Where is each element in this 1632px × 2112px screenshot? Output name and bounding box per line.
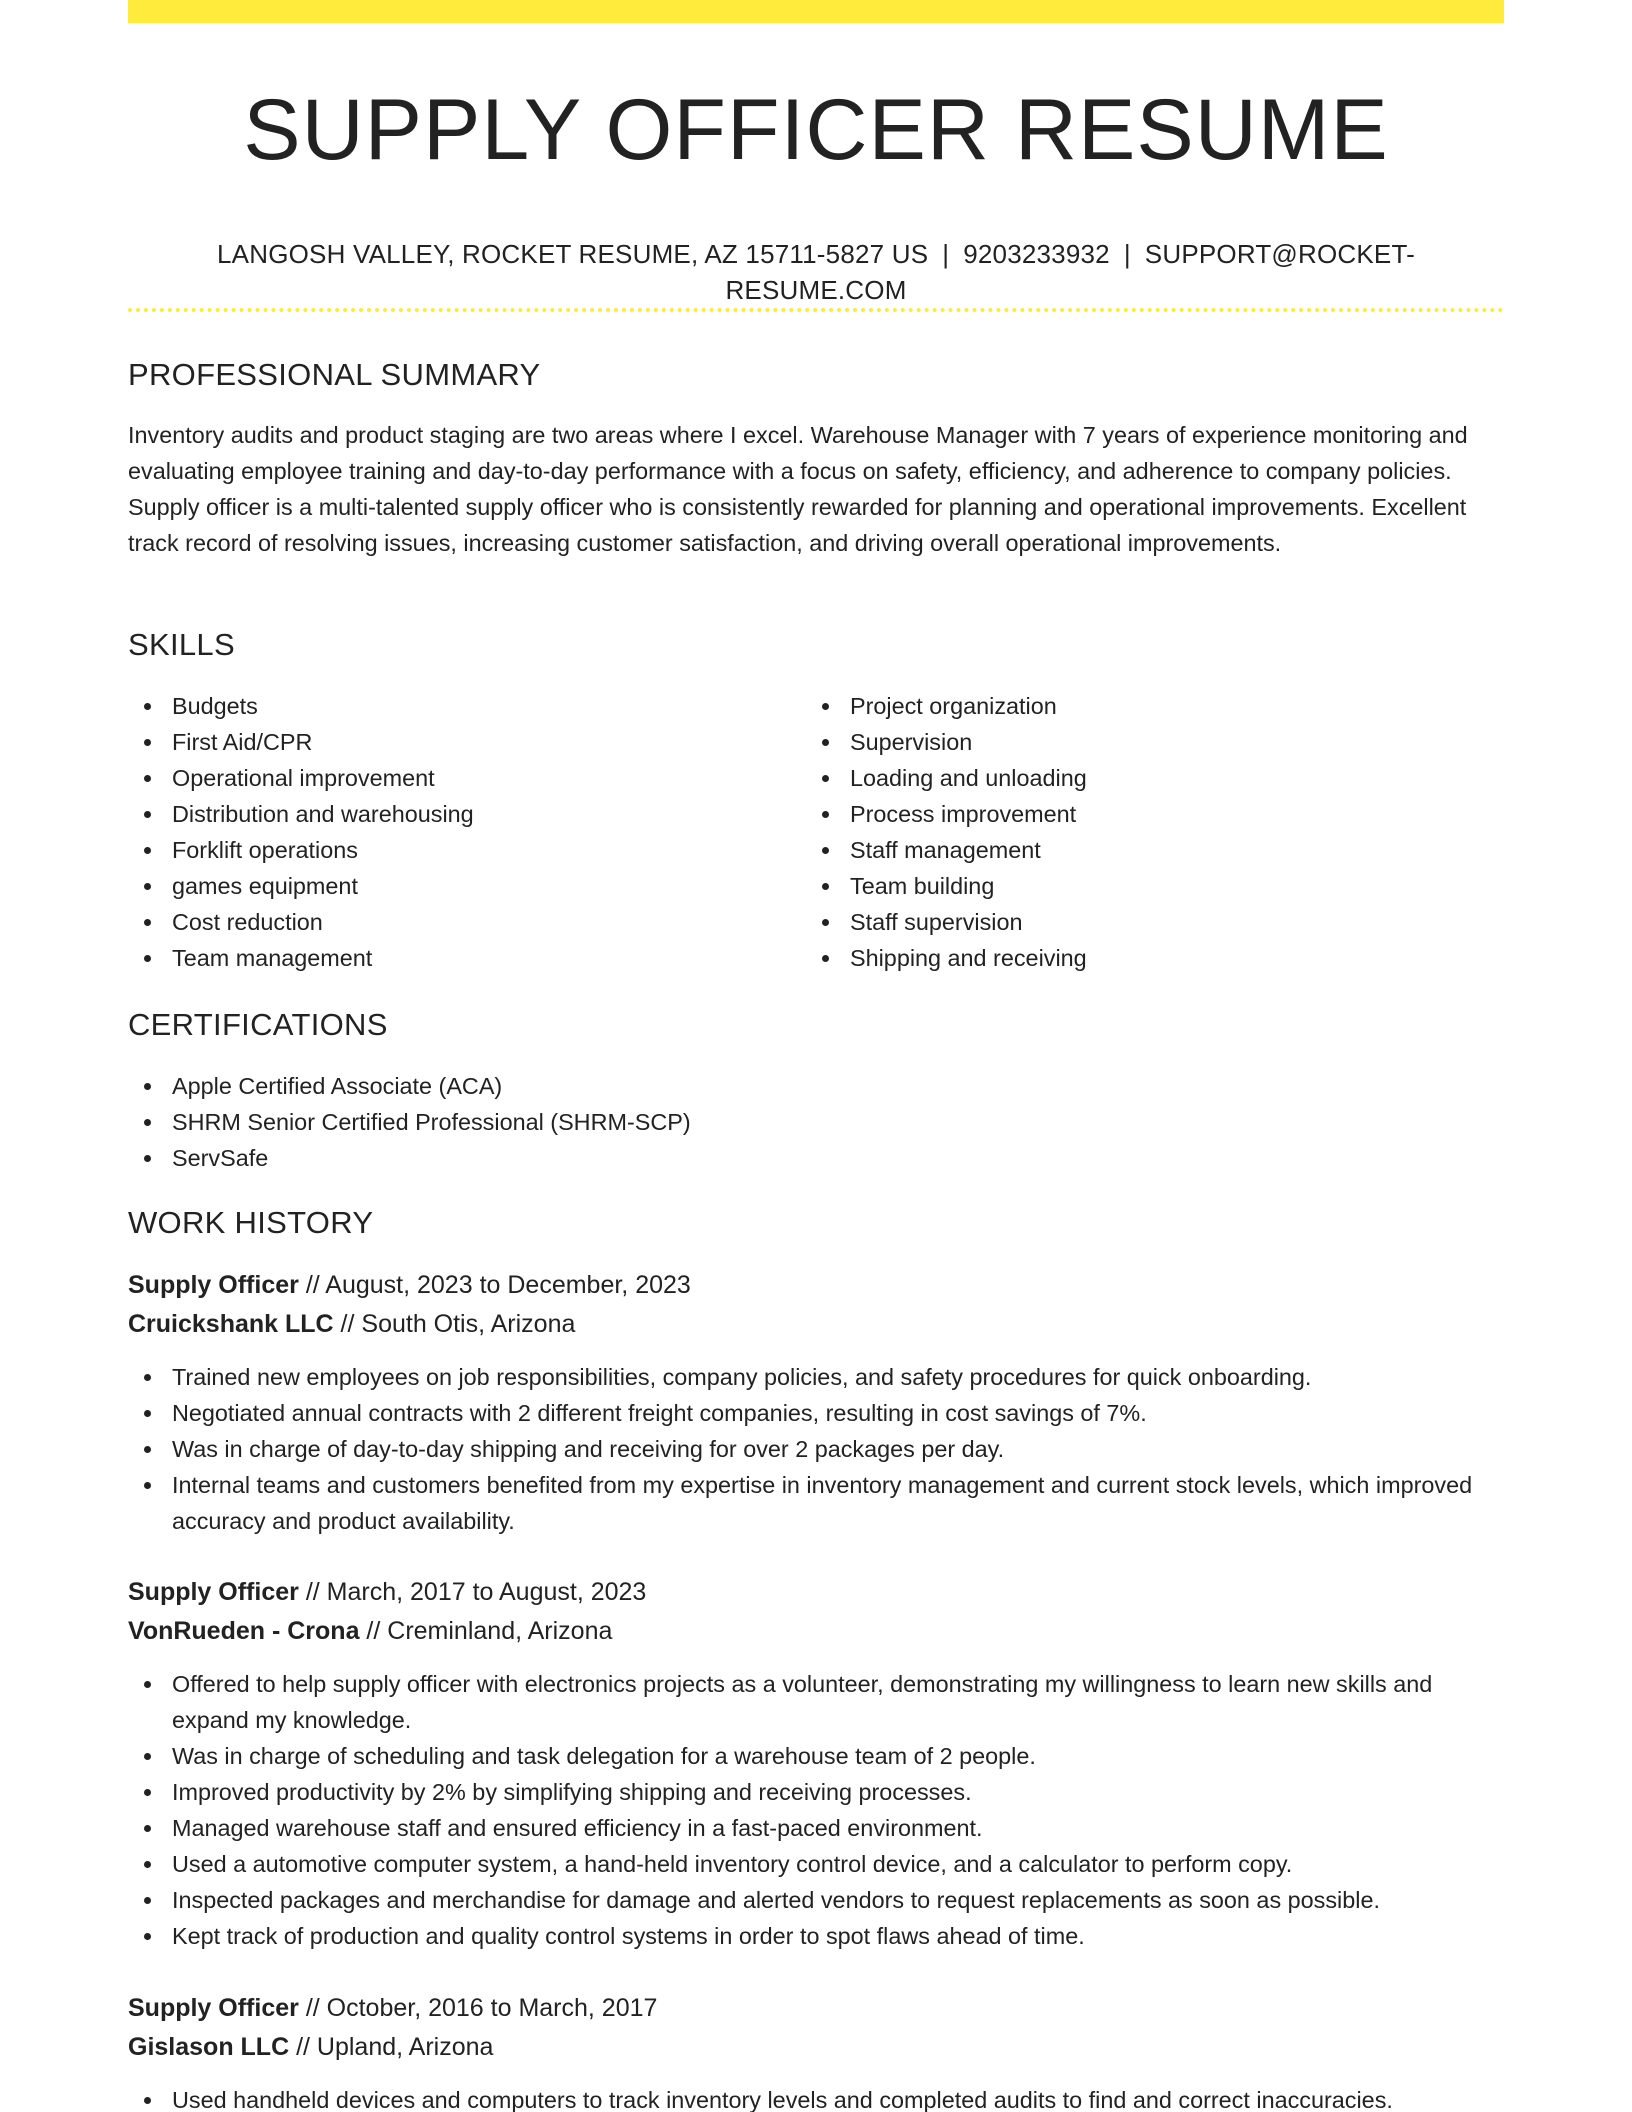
job-dates: // October, 2016 to March, 2017 [298,1994,658,2022]
contact-line [128,236,1504,308]
skill-item: Supervision [806,724,1496,760]
job-bullet: Inspected packages and merchandise for damage and alerted vendors to request replacements as soon as possible. [128,1882,1504,1918]
work-history-heading: WORK HISTORY [128,1205,374,1240]
certifications-list [128,1068,1504,1176]
job-dates: // August, 2023 to December, 2023 [298,1271,691,1299]
job-bullet: Improved productivity by 2% by simplifying shipping and receiving processes. [128,1774,1504,1810]
job-bullets [128,2082,1504,2112]
skill-item: Operational improvement [128,760,798,796]
contact-address: LANGOSH VALLEY, ROCKET RESUME, AZ 15711-5827 US [217,239,929,269]
certifications-heading: CERTIFICATIONS [128,1007,388,1042]
job-bullet: Trained new employees on job responsibilities, company policies, and safety procedures for quick onboarding. [128,1359,1504,1395]
skill-item: Process improvement [806,796,1496,832]
job-title-line [128,1990,657,2026]
skill-item: Cost reduction [128,904,798,940]
skill-item: Project organization [806,688,1496,724]
job-bullet: Kept track of production and quality control systems in order to spot flaws ahead of time. [128,1918,1504,1954]
job-company-line [128,1613,612,1649]
job-company: Gislason LLC [128,2033,290,2061]
job-company: Cruickshank LLC [128,1310,334,1338]
skill-item: Shipping and receiving [806,940,1496,976]
contact-separator: | [1123,239,1131,269]
job-bullet: Was in charge of day-to-day shipping and receiving for over 2 packages per day. [128,1431,1504,1467]
job-role: Supply Officer [128,1271,299,1299]
job-bullet: Used handheld devices and computers to track inventory levels and completed audits to find and correct inaccuracies. [128,2082,1504,2112]
job-bullet: Was in charge of scheduling and task delegation for a warehouse team of 2 people. [128,1738,1504,1774]
skill-item: Team management [128,940,798,976]
skill-item: Budgets [128,688,798,724]
job-role: Supply Officer [128,1578,299,1606]
skill-item: Loading and unloading [806,760,1496,796]
job-company: VonRueden - Crona [128,1617,360,1645]
job-title-line [128,1267,691,1303]
job-bullet: Offered to help supply officer with electronics projects as a volunteer, demonstrating my willingness to learn new skills and expand my knowledge. [128,1666,1504,1738]
job-bullet: Negotiated annual contracts with 2 different freight companies, resulting in cost savings of 7%. [128,1395,1504,1431]
job-location: // Upland, Arizona [289,2033,494,2061]
job-location: // South Otis, Arizona [333,1310,576,1338]
job-bullet: Used a automotive computer system, a hand-held inventory control device, and a calculator to perform copy. [128,1846,1504,1882]
contact-phone: 9203233932 [963,239,1110,269]
job-location: // Creminland, Arizona [359,1617,613,1645]
job-title-line [128,1574,646,1610]
certification-item: SHRM Senior Certified Professional (SHRM-SCP) [128,1104,1504,1140]
job-company-line [128,1306,575,1342]
resume-title: SUPPLY OFFICER RESUME [243,82,1389,178]
job-company-line [128,2029,493,2065]
skill-item: games equipment [128,868,798,904]
summary-text: Inventory audits and product staging are two areas where I excel. Warehouse Manager with 7 years of experience monitoring and evaluating employee training and day-to-day performance with a focus on safety, efficiency, and adherence to company policies. Supply officer is a multi-talented supply officer who is consistently rewarded for planning and operational improvements. Excellent track record of resolving issues, increasing customer satisfaction, and driving overall operational improvements. [128,422,1468,556]
job-bullets [128,1359,1504,1539]
job-bullets [128,1666,1504,1954]
contact-email: SUPPORT@ROCKET-RESUME.COM [725,239,1415,305]
skill-item: Distribution and warehousing [128,796,798,832]
skills-heading: SKILLS [128,627,235,662]
job-role: Supply Officer [128,1994,299,2022]
job-dates: // March, 2017 to August, 2023 [298,1578,647,1606]
skill-item: Forklift operations [128,832,798,868]
dotted-divider [128,308,1504,312]
skill-item: Staff supervision [806,904,1496,940]
skills-list-right [806,688,1496,976]
contact-separator: | [942,239,950,269]
skills-list-left [128,688,798,976]
accent-top-bar [128,0,1504,23]
summary-heading: PROFESSIONAL SUMMARY [128,357,541,392]
certification-item: ServSafe [128,1140,1504,1176]
job-bullet: Internal teams and customers benefited from my expertise in inventory management and current stock levels, which improved accuracy and product availability. [128,1467,1504,1539]
skill-item: First Aid/CPR [128,724,798,760]
certification-item: Apple Certified Associate (ACA) [128,1068,1504,1104]
skill-item: Team building [806,868,1496,904]
skill-item: Staff management [806,832,1496,868]
job-bullet: Managed warehouse staff and ensured efficiency in a fast-paced environment. [128,1810,1504,1846]
